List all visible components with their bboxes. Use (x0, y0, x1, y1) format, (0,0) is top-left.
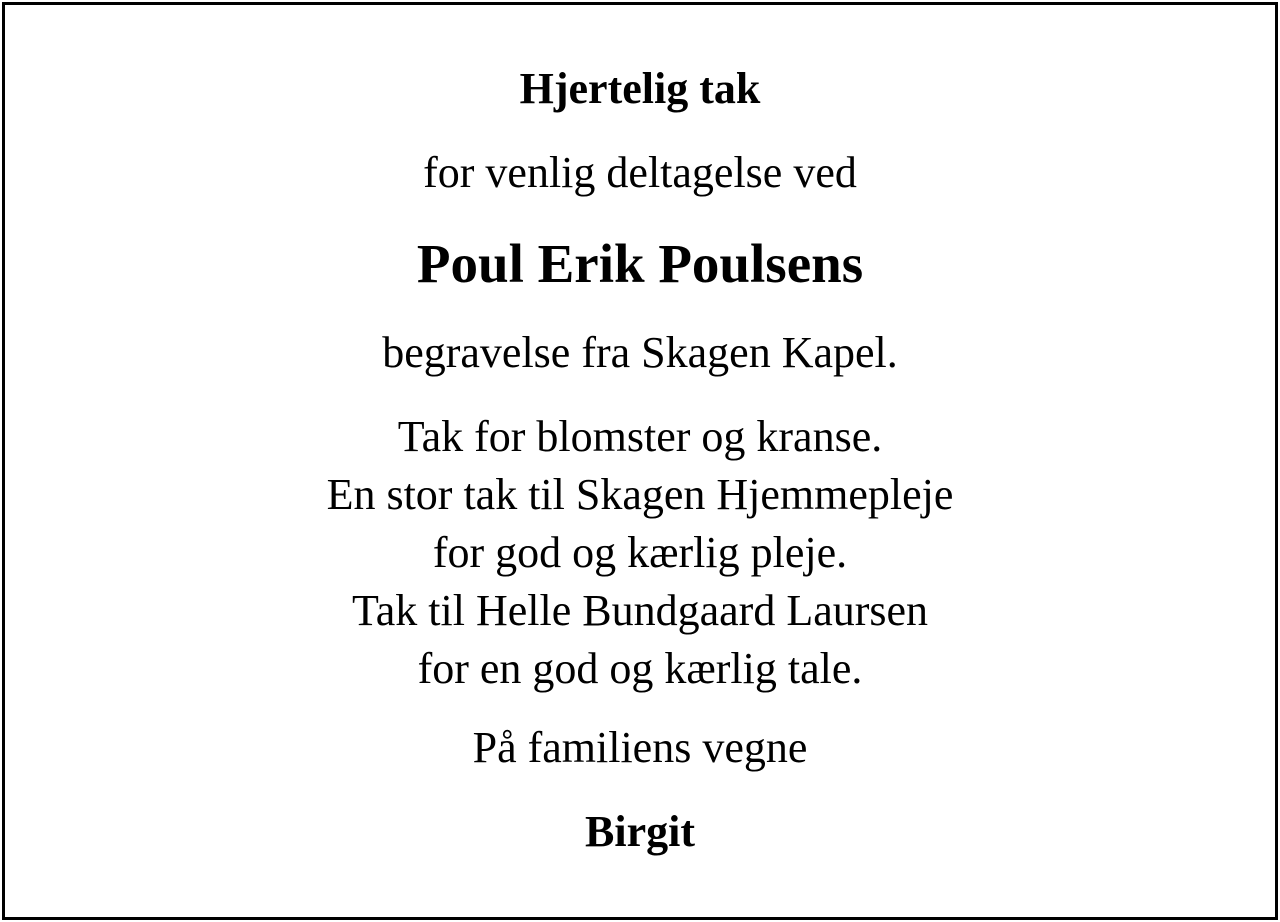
thanks-block (5, 408, 1275, 698)
intro-text: for venlig deltagelse ved (423, 148, 857, 197)
thanks-line: for god og kærlig pleje. (432, 528, 848, 577)
signature-name: Birgit (585, 807, 695, 856)
on-behalf-text: På familiens vegne (472, 723, 808, 772)
notice-frame (2, 2, 1278, 920)
notice-title: Hjertelig tak (519, 64, 761, 113)
thanks-line: Tak til Helle Bundgaard Laursen (351, 586, 929, 635)
deceased-name: Poul Erik Poulsens (416, 233, 864, 294)
thanks-line: for en god og kærlig tale. (417, 644, 863, 693)
funeral-text: begravelse fra Skagen Kapel. (382, 328, 898, 377)
thanks-line: Tak for blomster og kranse. (397, 412, 883, 461)
thanks-line: En stor tak til Skagen Hjemmepleje (326, 470, 954, 519)
